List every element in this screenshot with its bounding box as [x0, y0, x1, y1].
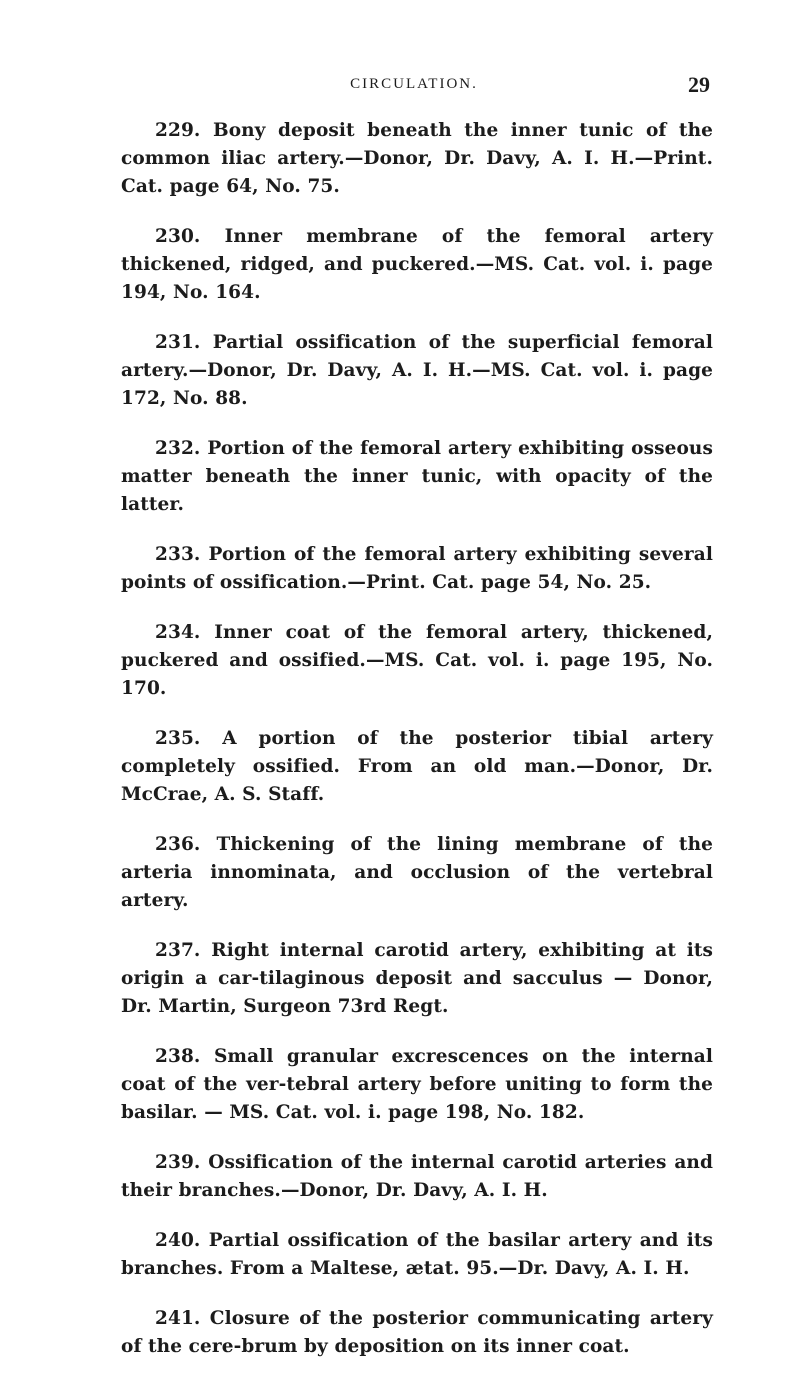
entry-number: 230. — [155, 226, 201, 247]
catalogue-entry — [121, 435, 713, 519]
entry-number: 240. — [155, 1230, 201, 1251]
entry-text: Closure of the posterior communicating artery of the cere-brum by deposition on its inner coat. — [121, 1308, 713, 1357]
entry-text: Portion of the femoral artery exhibiting osseous matter beneath the inner tunic, with opacity of the latter. — [121, 438, 713, 515]
entry-text: Inner coat of the femoral artery, thickened, puckered and ossified.—MS. Cat. vol. i. page 195, No. 170. — [121, 622, 713, 699]
catalogue-entry — [121, 541, 713, 597]
catalogue-entry — [121, 937, 713, 1021]
entry-text: Small granular excrescences on the internal coat of the ver-tebral artery before uniting to form the basilar. — MS. Cat. vol. i. page 198, No. 182. — [121, 1046, 714, 1123]
catalogue-entry — [121, 117, 713, 201]
entry-number: 238. — [155, 1046, 201, 1067]
catalogue-entry — [121, 1043, 713, 1127]
entry-text: Partial ossification of the basilar artery and its branches. From a Maltese, ætat. 95.—Dr. Davy, A. I. H. — [121, 1230, 713, 1279]
catalogue-entry — [121, 1149, 713, 1205]
entry-number: 235. — [155, 728, 201, 749]
catalogue-entry — [121, 329, 713, 413]
catalogue-entry — [121, 1305, 713, 1361]
entry-number: 232. — [155, 438, 201, 459]
catalogue-entry — [121, 1227, 713, 1283]
entry-number: 229. — [155, 120, 201, 141]
entry-number: 236. — [155, 834, 201, 855]
catalogue-entry — [121, 619, 713, 703]
entry-number: 231. — [155, 332, 201, 353]
catalogue-entries — [121, 117, 713, 1383]
entry-text: Bony deposit beneath the inner tunic of the common iliac artery.—Donor, Dr. Davy, A. I. H.—Print. Cat. page 64, No. 75. — [121, 120, 713, 197]
entry-number: 239. — [155, 1152, 201, 1173]
entry-text: Portion of the femoral artery exhibiting several points of ossification.—Print. Cat. page 54, No. 25. — [121, 544, 713, 593]
entry-text: Inner membrane of the femoral artery thickened, ridged, and puckered.—MS. Cat. vol. i. page 194, No. 164. — [121, 226, 713, 303]
page-number: 29 — [688, 72, 710, 97]
entry-text: Ossification of the internal carotid arteries and their branches.—Donor, Dr. Davy, A. I. H. — [121, 1152, 713, 1201]
entry-number: 233. — [155, 544, 201, 565]
catalogue-entry — [121, 725, 713, 809]
running-head — [118, 72, 710, 100]
entry-text: Partial ossification of the superficial femoral artery.—Donor, Dr. Davy, A. I. H.—MS. Cat. vol. i. page 172, No. 88. — [121, 332, 713, 409]
entry-number: 241. — [155, 1308, 201, 1329]
entry-number: 237. — [155, 940, 201, 961]
entry-number: 234. — [155, 622, 201, 643]
catalogue-entry — [121, 831, 713, 915]
entry-text: Thickening of the lining membrane of the arteria innominata, and occlusion of the vertebral artery. — [121, 834, 713, 911]
catalogue-entry — [121, 223, 713, 307]
entry-text: A portion of the posterior tibial artery completely ossified. From an old man.—Donor, Dr. McCrae, A. S. Staff. — [121, 728, 713, 805]
entry-text: Right internal carotid artery, exhibiting at its origin a car-tilaginous deposit and sacculus — Donor, Dr. Martin, Surgeon 73rd Regt. — [121, 940, 713, 1017]
running-title: CIRCULATION. — [350, 76, 478, 92]
